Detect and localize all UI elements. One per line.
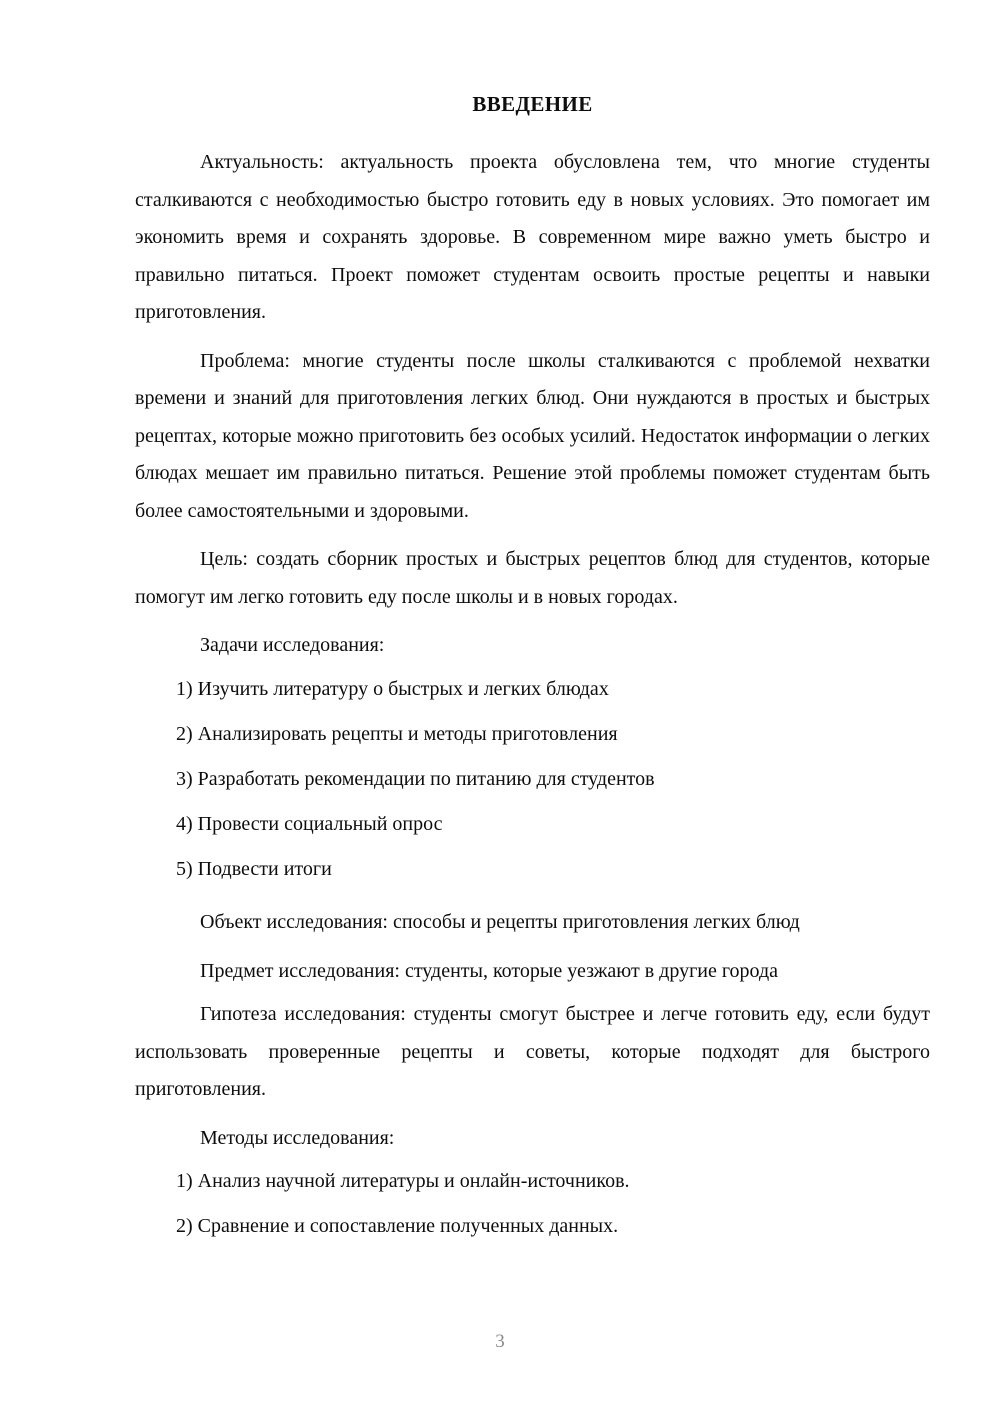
paragraph-object: Объект исследования: способы и рецепты приготовления легких блюд [200,911,800,934]
list-item: 4) Провести социальный опрос [176,812,443,835]
tasks-list [135,671,930,889]
list-item: 1) Анализ научной литературы и онлайн-источников. [176,1170,630,1193]
paragraph-goal: Цель: создать сборник простых и быстрых рецептов блюд для студентов, которые помогут им легко готовить еду после школы и в новых городах. [135,548,930,608]
paragraph-subject: Предмет исследования: студенты, которые уезжают в другие города [200,959,779,982]
page-title: ВВЕДЕНИЕ [472,92,593,116]
document-body [135,92,930,1254]
list-item: 1) Изучить литературу о быстрых и легких блюдах [176,677,609,700]
paragraph-hypothesis: Гипотеза исследования: студенты смогут быстрее и легче готовить еду, если будут использовать проверенные рецепты и советы, которые подходят для быстрого приготовления. [135,1003,930,1101]
methods-label: Методы исследования: [200,1126,395,1149]
spacer [135,896,930,904]
methods-list [135,1163,930,1246]
list-item: 3) Разработать рекомендации по питанию для студентов [176,767,655,790]
list-item: 2) Сравнение и сопоставление полученных данных. [176,1215,619,1238]
list-item: 2) Анализировать рецепты и методы приготовления [176,722,618,745]
paragraph-relevance: Актуальность: актуальность проекта обусловлена тем, что многие студенты сталкиваются с необходимостью быстро готовить еду в новых условиях. Это помогает им экономить время и сохранять здоровье. В современном мире важно уметь быстро и правильно питаться. Проект поможет студентам освоить простые рецепты и навыки приготовления. [135,151,930,324]
tasks-label: Задачи исследования: [200,634,385,657]
paragraph-problem: Проблема: многие студенты после школы сталкиваются с проблемой нехватки времени и знаний для приготовления легких блюд. Они нуждаются в простых и быстрых рецептах, которые можно приготовить без особых усилий. Недостаток информации о легких блюдах мешает им правильно питаться. Решение этой проблемы поможет студентам быть более самостоятельными и здоровыми. [135,349,930,522]
list-item: 5) Подвести итоги [176,857,332,880]
page-number: 3 [495,1331,505,1352]
